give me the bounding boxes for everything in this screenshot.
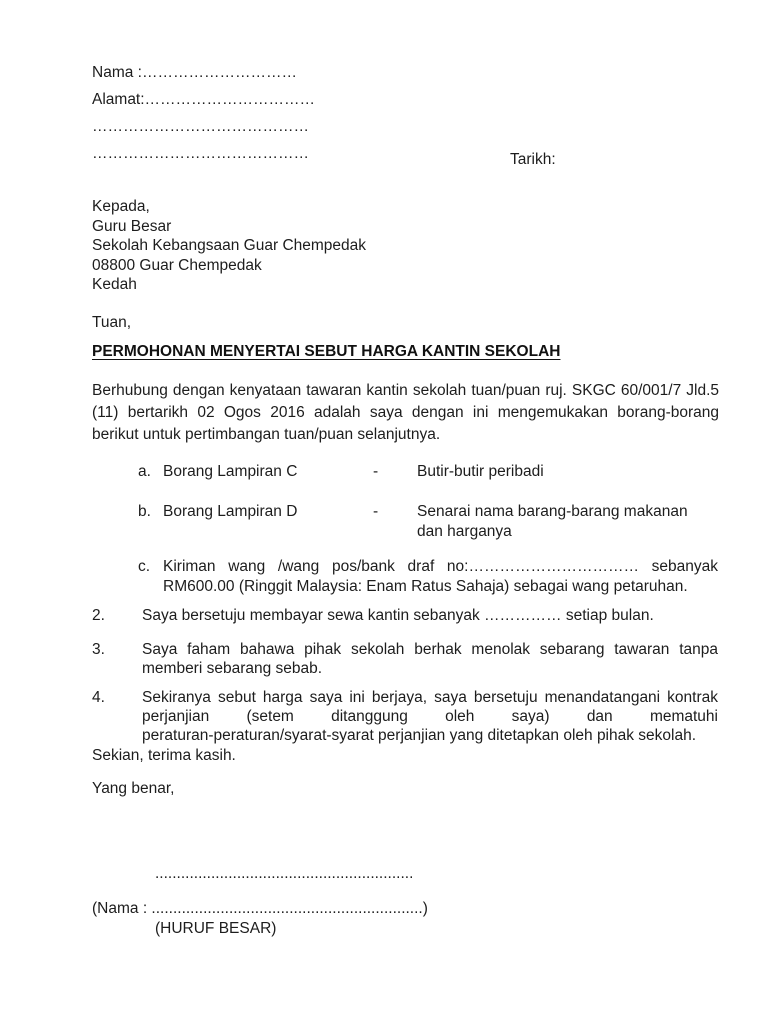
clause-text-line: memberi sebarang sebab. bbox=[142, 660, 323, 677]
recipient-block bbox=[92, 197, 366, 295]
clause-text-line: Saya faham bahawa pihak sekolah berhak menolak sebarang tawaran tanpa bbox=[142, 641, 718, 658]
sender-dots-line-2: …………………………………… bbox=[92, 145, 309, 162]
attachment-description: Butir-butir peribadi bbox=[417, 463, 544, 480]
attachment-text bbox=[163, 557, 718, 597]
attachment-marker: c. bbox=[138, 558, 151, 575]
attachment-item-c bbox=[138, 557, 718, 597]
sender-address-line: Alamat:…………………………… bbox=[92, 91, 316, 108]
clause-text-line: Saya bersetuju membayar sewa kantin sebanyak …………… setiap bulan. bbox=[142, 607, 654, 624]
attachment-description bbox=[417, 502, 718, 542]
intro-line: (11) bertarikh 02 Ogos 2016 adalah saya dengan ini mengemukakan borang-borang bbox=[92, 404, 719, 421]
signature-name-line: (Nama : ...............................................................) bbox=[92, 900, 428, 917]
clause-number: 4. bbox=[92, 689, 105, 706]
clause-text bbox=[142, 606, 718, 625]
salutation: Tuan, bbox=[92, 314, 132, 331]
recipient-title: Guru Besar bbox=[92, 217, 172, 235]
sender-dots-line-1: …………………………………… bbox=[92, 118, 309, 135]
signature-caps-caption: (HURUF BESAR) bbox=[155, 920, 277, 937]
attachment-description-line: Senarai nama barang-barang makanan bbox=[417, 503, 688, 520]
attachment-text-line: RM600.00 (Ringgit Malaysia: Enam Ratus Sahaja) sebagai wang petaruhan. bbox=[163, 578, 688, 595]
recipient-kepada: Kepada, bbox=[92, 198, 150, 215]
intro-paragraph bbox=[92, 380, 719, 446]
clause-text-line: perjanjian (setem ditanggung oleh saya) dan mematuhi bbox=[142, 708, 718, 725]
attachment-separator: - bbox=[373, 503, 379, 520]
signature-dots-line: ............................................................ bbox=[155, 865, 414, 882]
clause-text bbox=[142, 640, 718, 678]
clause-4 bbox=[92, 688, 718, 745]
sender-name-line: Nama :………………………… bbox=[92, 64, 297, 81]
clause-number: 2. bbox=[92, 607, 105, 624]
closing-sign-off: Yang benar, bbox=[92, 780, 175, 797]
date-label: Tarikh: bbox=[510, 151, 556, 168]
clause-text-line: peraturan-peraturan/syarat-syarat perjanjian yang ditetapkan oleh pihak sekolah. bbox=[142, 727, 697, 744]
attachment-marker: a. bbox=[138, 463, 151, 480]
recipient-state: Kedah bbox=[92, 276, 137, 293]
clause-3 bbox=[92, 640, 718, 678]
attachment-label: Borang Lampiran D bbox=[163, 503, 298, 520]
recipient-school: Sekolah Kebangsaan Guar Chempedak bbox=[92, 237, 367, 254]
attachment-item-b bbox=[138, 502, 718, 542]
clause-number: 3. bbox=[92, 641, 105, 658]
attachment-item-a bbox=[138, 462, 718, 482]
clause-2 bbox=[92, 606, 718, 625]
recipient-postcode-town: 08800 Guar Chempedak bbox=[92, 256, 262, 274]
attachment-separator: - bbox=[373, 463, 379, 480]
intro-line: berikut untuk pertimbangan tuan/puan selanjutnya. bbox=[92, 426, 441, 443]
sender-block bbox=[92, 59, 315, 167]
attachment-description-line: dan harganya bbox=[417, 523, 512, 540]
subject-heading: PERMOHONAN MENYERTAI SEBUT HARGA KANTIN SEKOLAH bbox=[92, 343, 561, 360]
attachment-text-line: Kiriman wang /wang pos/bank draf no:…………………………… sebanyak bbox=[163, 558, 718, 575]
attachment-marker: b. bbox=[138, 503, 151, 520]
clause-text bbox=[142, 688, 718, 745]
clause-text-line: Sekiranya sebut harga saya ini berjaya, saya bersetuju menandatangani kontrak bbox=[142, 689, 718, 706]
attachment-label: Borang Lampiran C bbox=[163, 463, 298, 480]
intro-line: Berhubung dengan kenyataan tawaran kantin sekolah tuan/puan ruj. SKGC 60/001/7 Jld.5 bbox=[92, 382, 719, 399]
closing-thanks: Sekian, terima kasih. bbox=[92, 747, 236, 764]
